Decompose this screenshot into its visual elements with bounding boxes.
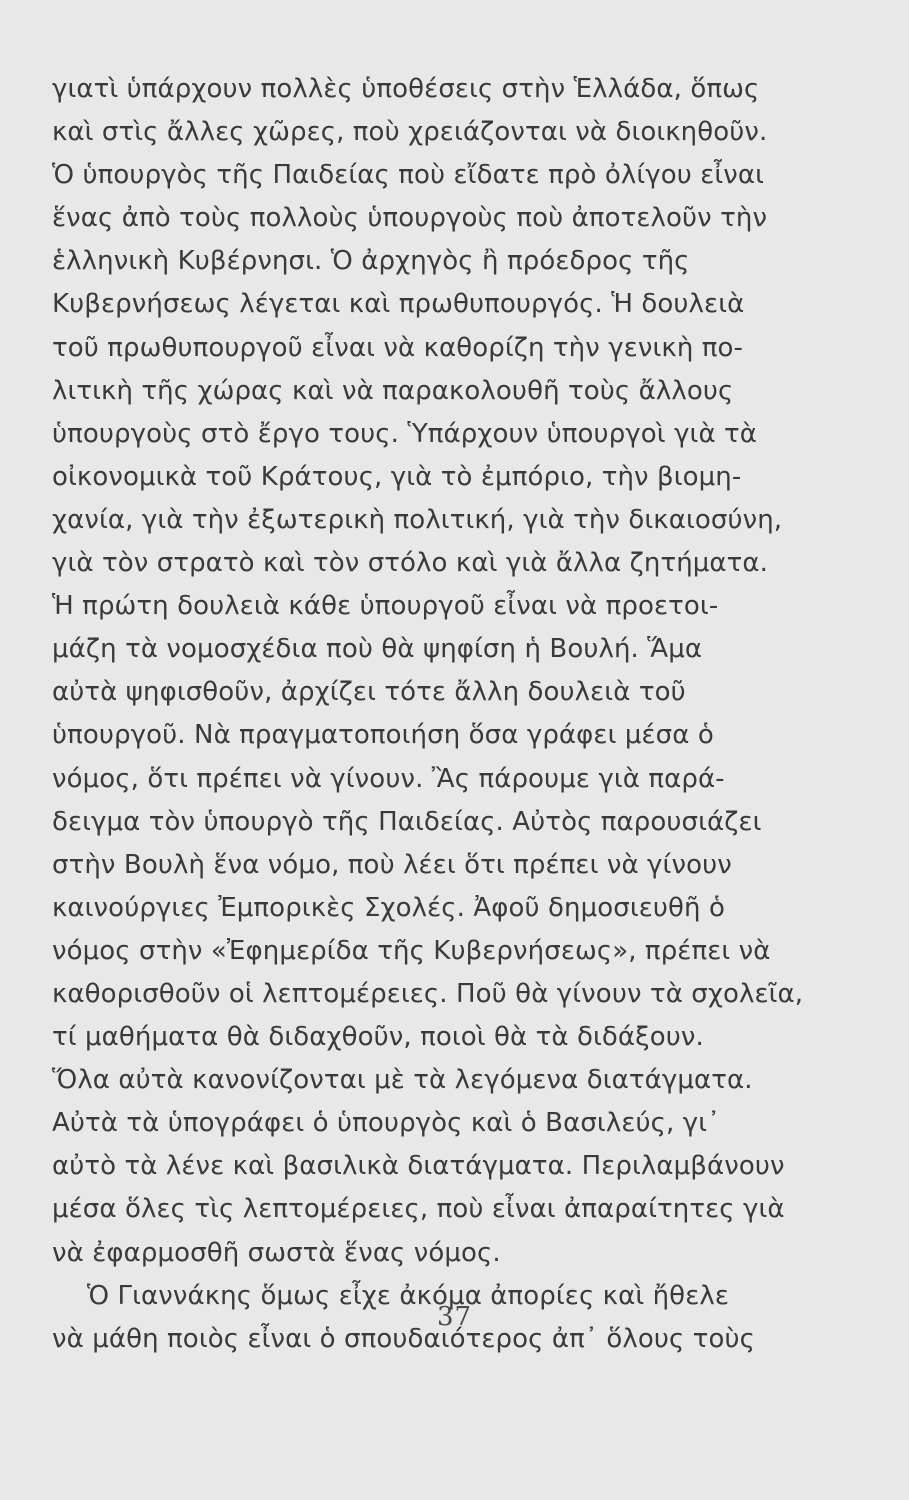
text-line: ἑλληνικὴ Κυβέρνησι. Ὁ ἀρχηγὸς ἢ πρόεδρος τῆς	[52, 246, 690, 277]
text-line: γιατὶ ὑπάρχουν πολλὲς ὑποθέσεις στὴν Ἑλλάδα, ὅπως	[52, 74, 760, 104]
text-line: τί μαθήματα θὰ διδαχθοῦν, ποιοὶ θὰ τὰ διδάξουν.	[52, 1022, 704, 1053]
text-line: Κυβερνήσεως λέγεται καὶ πρωθυπουργός. Ἡ δουλειὰ	[52, 289, 745, 320]
text-line: καθορισθοῦν οἱ λεπτομέρειες. Ποῦ θὰ γίνουν τὰ σχολεῖα,	[52, 978, 804, 1009]
text-line: μέσα ὅλες τὶς λεπτομέρειες, ποὺ εἶναι ἀπαραίτητες γιὰ	[52, 1194, 785, 1225]
text-line: οἰκονομικὰ τοῦ Κράτους, γιὰ τὸ ἐμπόριο, τὴν βιομη-	[52, 461, 742, 492]
text-line: νὰ ἐφαρμοσθῆ σωστὰ ἕνας νόμος.	[52, 1237, 501, 1268]
text-line: μάζη τὰ νομοσχέδια ποὺ θὰ ψηφίση ἡ Βουλή. Ἅμα	[52, 634, 703, 665]
text-line: λιτικὴ τῆς χώρας καὶ νὰ παρακολουθῆ τοὺς ἄλλους	[52, 375, 734, 406]
text-line: στὴν Βουλὴ ἕνα νόμο, ποὺ λέει ὅτι πρέπει νὰ γίνουν	[52, 849, 732, 880]
text-line: ἕνας ἀπὸ τοὺς πολλοὺς ὑπουργοὺς ποὺ ἀποτελοῦν τὴν	[52, 203, 768, 234]
text-line: αὐτὰ ψηφισθοῦν, ἀρχίζει τότε ἄλλη δουλειὰ τοῦ	[52, 677, 686, 708]
text-line: καὶ στὶς ἄλλες χῶρες, ποὺ χρειάζονται νὰ διοικηθοῦν.	[52, 117, 768, 148]
text-line: Ὅλα αὐτὰ κανονίζονται μὲ τὰ λεγόμενα διατάγματα.	[52, 1065, 753, 1096]
text-line: ὑπουργοῦ. Νὰ πραγματοποιήση ὅσα γράφει μέσα ὁ	[52, 720, 714, 751]
text-line: νόμος, ὅτι πρέπει νὰ γίνουν. Ἂς πάρουμε γιὰ παρά-	[52, 763, 725, 794]
page-number: 37	[436, 1302, 473, 1332]
text-line: νόμος στὴν «Ἐφημερίδα τῆς Κυβερνήσεως», πρέπει νὰ	[52, 935, 771, 966]
text-line: καινούργιες Ἐμπορικὲς Σχολές. Ἀφοῦ δημοσιευθῆ ὁ	[52, 892, 725, 923]
text-line: νὰ μάθη ποιὸς εἶναι ὁ σπουδαιότερος ἀπ᾿ ὅλους τοὺς	[52, 1323, 755, 1354]
text-line: τοῦ πρωθυπουργοῦ εἶναι νὰ καθορίζη τὴν γενικὴ πο-	[52, 332, 744, 363]
text-line: Ὁ ὑπουργὸς τῆς Παιδείας ποὺ εἴδατε πρὸ ὀλίγου εἶναι	[52, 160, 765, 191]
text-line: δειγμα τὸν ὑπουργὸ τῆς Παιδείας. Αὐτὸς παρουσιάζει	[52, 806, 762, 837]
text-line: γιὰ τὸν στρατὸ καὶ τὸν στόλο καὶ γιὰ ἄλλα ζητήματα.	[52, 548, 769, 579]
text-line: ὑπουργοὺς στὸ ἔργο τους. Ὑπάρχουν ὑπουργοὶ γιὰ τὰ	[52, 418, 758, 449]
text-line: αὐτὸ τὰ λένε καὶ βασιλικὰ διατάγματα. Περιλαμβάνουν	[52, 1151, 785, 1182]
text-line: Αὐτὰ τὰ ὑπογράφει ὁ ὑπουργὸς καὶ ὁ Βασιλεύς, γι᾿	[52, 1108, 721, 1139]
paragraph-start-line: Ὁ Γιαννάκης ὅμως εἶχε ἀκόμα ἀπορίες καὶ ἤθελε	[87, 1280, 729, 1311]
text-line: Ἡ πρώτη δουλειὰ κάθε ὑπουργοῦ εἶναι νὰ προετοι-	[52, 591, 719, 622]
body-text	[52, 68, 804, 1361]
text-line: χανία, γιὰ τὴν ἐξωτερικὴ πολιτική, γιὰ τὴν δικαιοσύνη,	[52, 504, 783, 535]
